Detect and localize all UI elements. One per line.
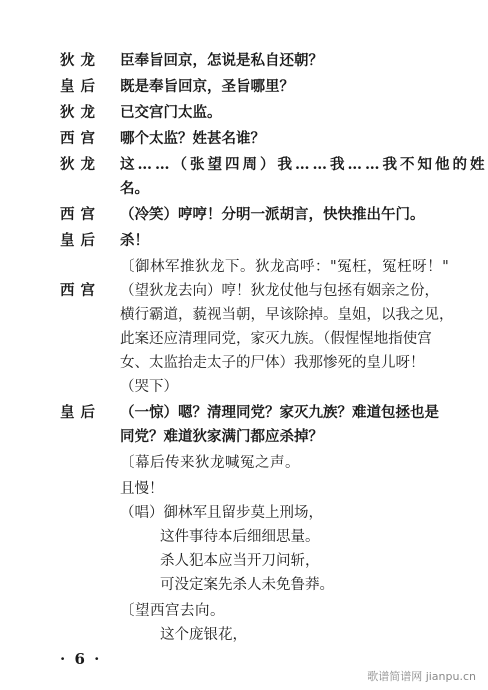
- dialogue-text: 同党？难道狄家满门都应杀掉？: [120, 428, 323, 445]
- dialogue-text: 既是奉旨回京，圣旨哪里？: [120, 78, 294, 95]
- song-text: 这个庞银花，: [160, 627, 247, 643]
- dialogue-text: 臣奉旨回京，怎说是私自还朝？: [120, 52, 323, 69]
- dialogue-text: 杀！: [120, 232, 149, 249]
- watermark: 歌谱简谱网 jianpu.cn: [367, 670, 476, 683]
- speaker-name: 西宫: [60, 282, 101, 299]
- dialogue-text: 女、太监抬走太子的尸体）我那惨死的皇儿呀！: [120, 355, 425, 371]
- speaker-name: 皇后: [60, 232, 101, 249]
- stage-direction-text: 〔幕后传来狄龙喊冤之声。: [120, 455, 300, 471]
- stage-direction-text: 〔望西宫去向。: [120, 603, 225, 619]
- speaker-name: 狄龙: [60, 104, 101, 121]
- speaker-name: 狄龙: [60, 156, 101, 173]
- dialogue-text: 这……（张望四周）我……我……我不知他的姓: [120, 156, 488, 173]
- page-number: · 6 ·: [60, 650, 102, 668]
- song-text: 这件事待本后细细思量。: [160, 529, 320, 545]
- dialogue-text: （望狄龙去向）哼！狄龙仗他与包拯有姻亲之份，: [120, 283, 439, 299]
- stage-direction-text: 〔御林军推狄龙下。狄龙高呼："冤枉，冤枉呀！": [120, 259, 450, 275]
- song-text: 可没定案先杀人未免鲁莽。: [160, 577, 334, 593]
- song-text: （唱）御林军且留步莫上刑场，: [120, 505, 323, 521]
- stage-direction-text: （哭下）: [120, 379, 178, 395]
- dialogue-text: （冷笑）哼哼！分明一派胡言，快快推出午门。: [120, 206, 425, 223]
- speaker-name: 皇后: [60, 78, 101, 95]
- song-text: 杀人犯本应当开刀问斩，: [160, 553, 320, 569]
- dialogue-text: 此案还应清理同党，家灭九族。（假惺惺地指使宫: [120, 331, 432, 347]
- speaker-name: 狄龙: [60, 52, 101, 69]
- dialogue-text: （一惊）嗯？清理同党？家灭九族？难道包拯也是: [120, 404, 439, 421]
- dialogue-text: 且慢！: [120, 481, 164, 497]
- dialogue-text: 名。: [120, 180, 149, 197]
- dialogue-text: 已交宫门太监。: [120, 104, 222, 121]
- dialogue-text: 哪个太监？姓甚名谁？: [120, 130, 265, 147]
- speaker-name: 皇后: [60, 404, 101, 421]
- speaker-name: 西宫: [60, 206, 101, 223]
- dialogue-text: 横行霸道，藐视当朝，早该除掉。皇姐，以我之见，: [120, 307, 454, 323]
- speaker-name: 西宫: [60, 130, 101, 147]
